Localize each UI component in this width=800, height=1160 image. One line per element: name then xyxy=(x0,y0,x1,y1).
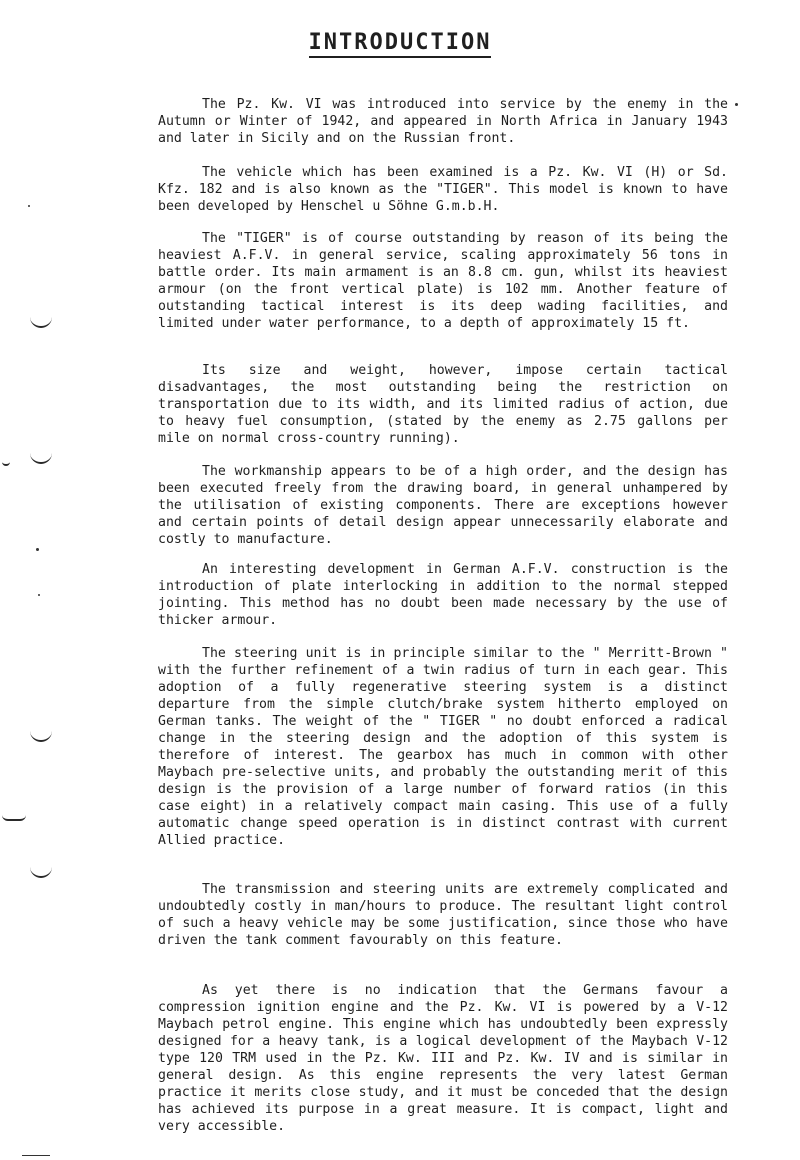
paragraph-4: Its size and weight, however, impose certain tactical disadvantages, the most outstanding being the restriction on transportation due to its width, and its limited radius of action, due to heavy fuel consumption, (stated by the enemy as 2.75 gallons per mile on normal cross-country running). xyxy=(158,363,728,446)
paragraph-8: The transmission and steering units are extremely complicated and undoubtedly costly in man/hours to produce. The resultant light control of such a heavy vehicle may be some justification, since those who have driven the tank comment favourably on this feature. xyxy=(158,882,728,948)
page-title xyxy=(0,30,800,55)
speck-1 xyxy=(735,103,738,106)
speck-3 xyxy=(28,205,30,207)
paragraph-7: The steering unit is in principle similar to the " Merritt-Brown " with the further refinement of a twin radius of turn in each gear. This adoption of a fully regenerative steering system is a distinct departure from the simple clutch/brake system hitherto employed on German tanks. The weight of the " TIGER " no doubt enforced a radical change in the steering design and the adoption of this system is therefore of interest. The gearbox has much in common with other Maybach pre-selective units, and probably the outstanding merit of this design is the provision of a large number of forward ratios (in this case eight) in a relatively compact main casing. This use of a fully automatic change speed operation is in distinct contrast with current Allied practice. xyxy=(158,646,728,848)
page-title-text: INTRODUCTION xyxy=(309,30,492,58)
margin-mark-5 xyxy=(2,815,26,821)
paragraph-6: An interesting development in German A.F.V. construction is the introduction of plate interlocking in addition to the normal stepped jointing. This method has no doubt been made necessary by the use of thicker armour. xyxy=(158,562,728,628)
margin-mark-6 xyxy=(2,458,10,466)
speck-2 xyxy=(36,548,39,551)
margin-mark-2 xyxy=(30,452,52,464)
paragraph-5: The workmanship appears to be of a high order, and the design has been executed freely from the drawing board, in general unhampered by the utilisation of existing components. There are exceptions however and certain points of detail design appear unnecessarily elaborate and costly to manufacture. xyxy=(158,464,728,547)
margin-mark-4 xyxy=(30,866,52,878)
paragraph-2: The vehicle which has been examined is a Pz. Kw. VI (H) or Sd. Kfz. 182 and is also known as the "TIGER". This model is known to have been developed by Henschel u Söhne G.m.b.H. xyxy=(158,165,728,214)
speck-4 xyxy=(38,594,40,596)
margin-mark-3 xyxy=(30,730,52,742)
margin-mark-1 xyxy=(30,316,52,328)
bottom-edge-mark xyxy=(22,1155,50,1156)
paragraph-1: The Pz. Kw. VI was introduced into service by the enemy in the Autumn or Winter of 1942, and appeared in North Africa in January 1943 and later in Sicily and on the Russian front. xyxy=(158,97,728,146)
paragraph-3: The "TIGER" is of course outstanding by reason of its being the heaviest A.F.V. in general service, scaling approximately 56 tons in battle order. Its main armament is an 8.8 cm. gun, whilst its heaviest armour (on the front vertical plate) is 102 mm. Another feature of outstanding tactical interest is its deep wading facilities, and limited under water performance, to a depth of approximately 15 ft. xyxy=(158,231,728,331)
paragraph-9: As yet there is no indication that the Germans favour a compression ignition engine and the Pz. Kw. VI is powered by a V-12 Maybach petrol engine. This engine which has undoubtedly been expressly designed for a heavy tank, is a logical development of the Maybach V-12 type 120 TRM used in the Pz. Kw. III and Pz. Kw. IV and is similar in general design. As this engine represents the very latest German practice it merits close study, and it must be conceded that the design has achieved its purpose in a great measure. It is compact, light and very accessible. xyxy=(158,983,728,1134)
